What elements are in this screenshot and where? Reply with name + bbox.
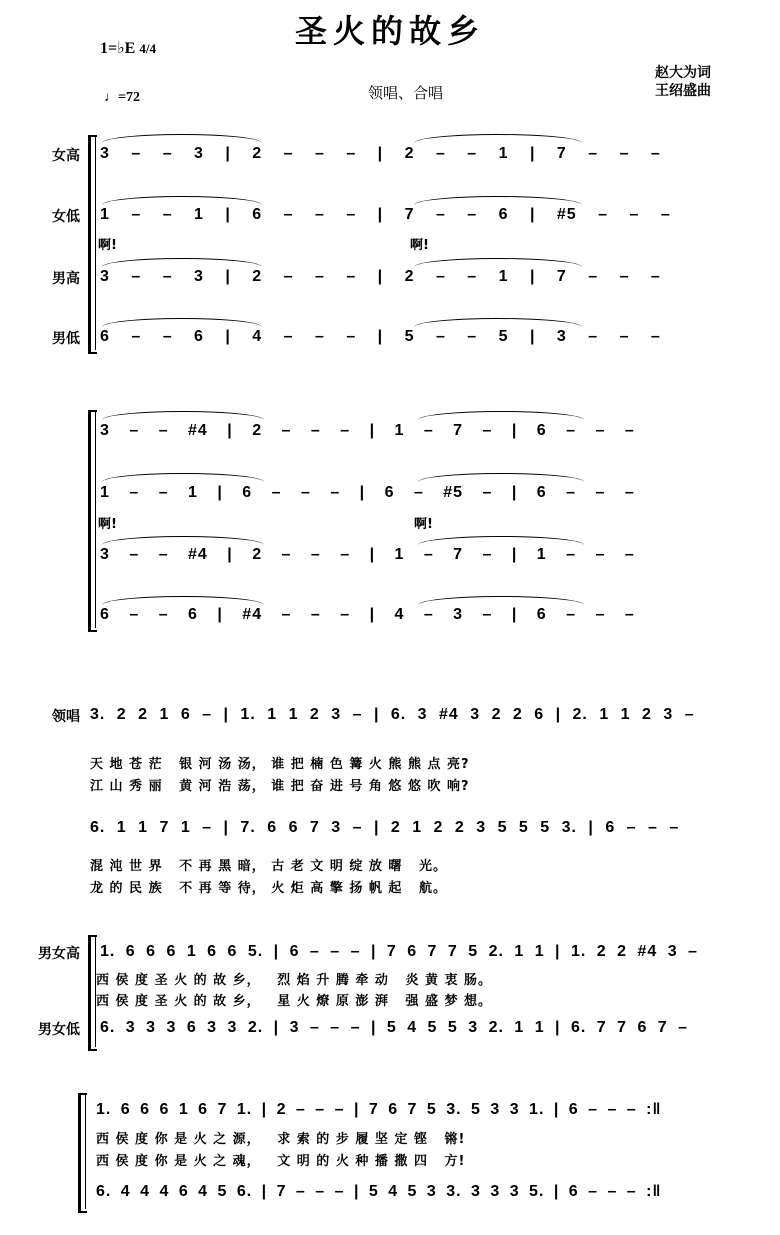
lyric-ah: 啊! (410, 238, 429, 253)
chorus1-lyric-a: 西 侯 度 圣 火 的 故 乡， 烈 焰 升 腾 牵 动 炎 黄 衷 肠。 (96, 973, 493, 988)
label-bass: 男低 (52, 332, 80, 347)
song-title: 圣火的故乡 (294, 13, 485, 49)
chorus1-low-notes: 6. 3 3 3 6 3 3 2. | 3 – – – | 5 4 5 5 3 2. 1 1 | 6. 7 7 6 7 – (100, 1019, 689, 1036)
chorus2-lyric-a: 西 侯 度 你 是 火 之 源， 求 索 的 步 履 坚 定 铿 锵! (96, 1132, 466, 1147)
staff-bass: 6 – – 6 | #4 – – – | 4 – 3 – | 6 – – – (100, 606, 635, 623)
solo-lyric-2a: 混 沌 世 界 不 再 黑 暗， 古 老 文 明 绽 放 曙 光。 (90, 859, 447, 874)
staff-tenor: 3 – – #4 | 2 – – – | 1 – 7 – | 1 – – – (100, 546, 635, 563)
chorus2-lyric-b: 西 侯 度 你 是 火 之 魂， 文 明 的 火 种 播 撒 四 方! (96, 1154, 466, 1169)
key-signature: 1=♭E 4/4 (100, 40, 156, 57)
label-mixed-low: 男女低 (38, 1023, 80, 1038)
lyric-ah: 啊! (98, 238, 117, 253)
label-alto: 女低 (52, 210, 80, 225)
chorus2-low-notes: 6. 4 4 4 6 4 5 6. | 7 – – – | 5 4 5 3 3. 3 3 3 5. | 6 – – – :‖ (96, 1183, 662, 1200)
performance-form: 领唱、合唱 (368, 86, 444, 102)
label-lead: 领唱 (52, 710, 80, 725)
lyric-ah: 啊! (414, 517, 433, 532)
label-mixed-high: 男女高 (38, 947, 80, 962)
staff-soprano: 3 – – #4 | 2 – – – | 1 – 7 – | 6 – – – (100, 422, 635, 439)
chorus1-high-notes: 1. 6 6 6 1 6 6 5. | 6 – – – | 7 6 7 7 5 2. 1 1 | 1. 2 2 #4 3 – (100, 943, 698, 960)
solo-notes-1: 3. 2 2 1 6 – | 1. 1 1 2 3 – | 6. 3 #4 3 2 2 6 | 2. 1 1 2 3 – (90, 706, 695, 723)
composer-credit: 王绍盛曲 (655, 84, 711, 99)
solo-lyric-2b: 龙 的 民 族 不 再 等 待， 火 炬 高 擎 扬 帆 起 航。 (90, 881, 447, 896)
label-tenor: 男高 (52, 272, 80, 287)
staff-soprano: 3 – – 3 | 2 – – – | 2 – – 1 | 7 – – – (100, 145, 661, 162)
staff-alto: 1 – – 1 | 6 – – – | 6 – #5 – | 6 – – – (100, 484, 635, 501)
chorus1-lyric-b: 西 侯 度 圣 火 的 故 乡， 星 火 燎 原 澎 湃 强 盛 梦 想。 (96, 994, 493, 1009)
lyric-ah: 啊! (98, 517, 117, 532)
staff-bass: 6 – – 6 | 4 – – – | 5 – – 5 | 3 – – – (100, 328, 661, 345)
tempo-marking: ♩=72 (104, 90, 140, 105)
label-soprano: 女高 (52, 149, 80, 164)
solo-notes-2: 6. 1 1 7 1 – | 7. 6 6 7 3 – | 2 1 2 2 3 5 5 5 3. | 6 – – – (90, 819, 680, 836)
solo-lyric-1a: 天 地 苍 茫 银 河 汤 汤， 谁 把 楠 色 篝 火 熊 熊 点 亮? (90, 757, 470, 772)
chorus2-high-notes: 1. 6 6 6 1 6 7 1. | 2 – – – | 7 6 7 5 3. 5 3 3 1. | 6 – – – :‖ (96, 1101, 662, 1118)
staff-alto: 1 – – 1 | 6 – – – | 7 – – 6 | #5 – – – (100, 206, 671, 223)
solo-lyric-1b: 江 山 秀 丽 黄 河 浩 荡， 谁 把 奋 进 号 角 悠 悠 吹 响? (90, 779, 470, 794)
staff-tenor: 3 – – 3 | 2 – – – | 2 – – 1 | 7 – – – (100, 268, 661, 285)
lyricist-credit: 赵大为词 (655, 66, 711, 81)
